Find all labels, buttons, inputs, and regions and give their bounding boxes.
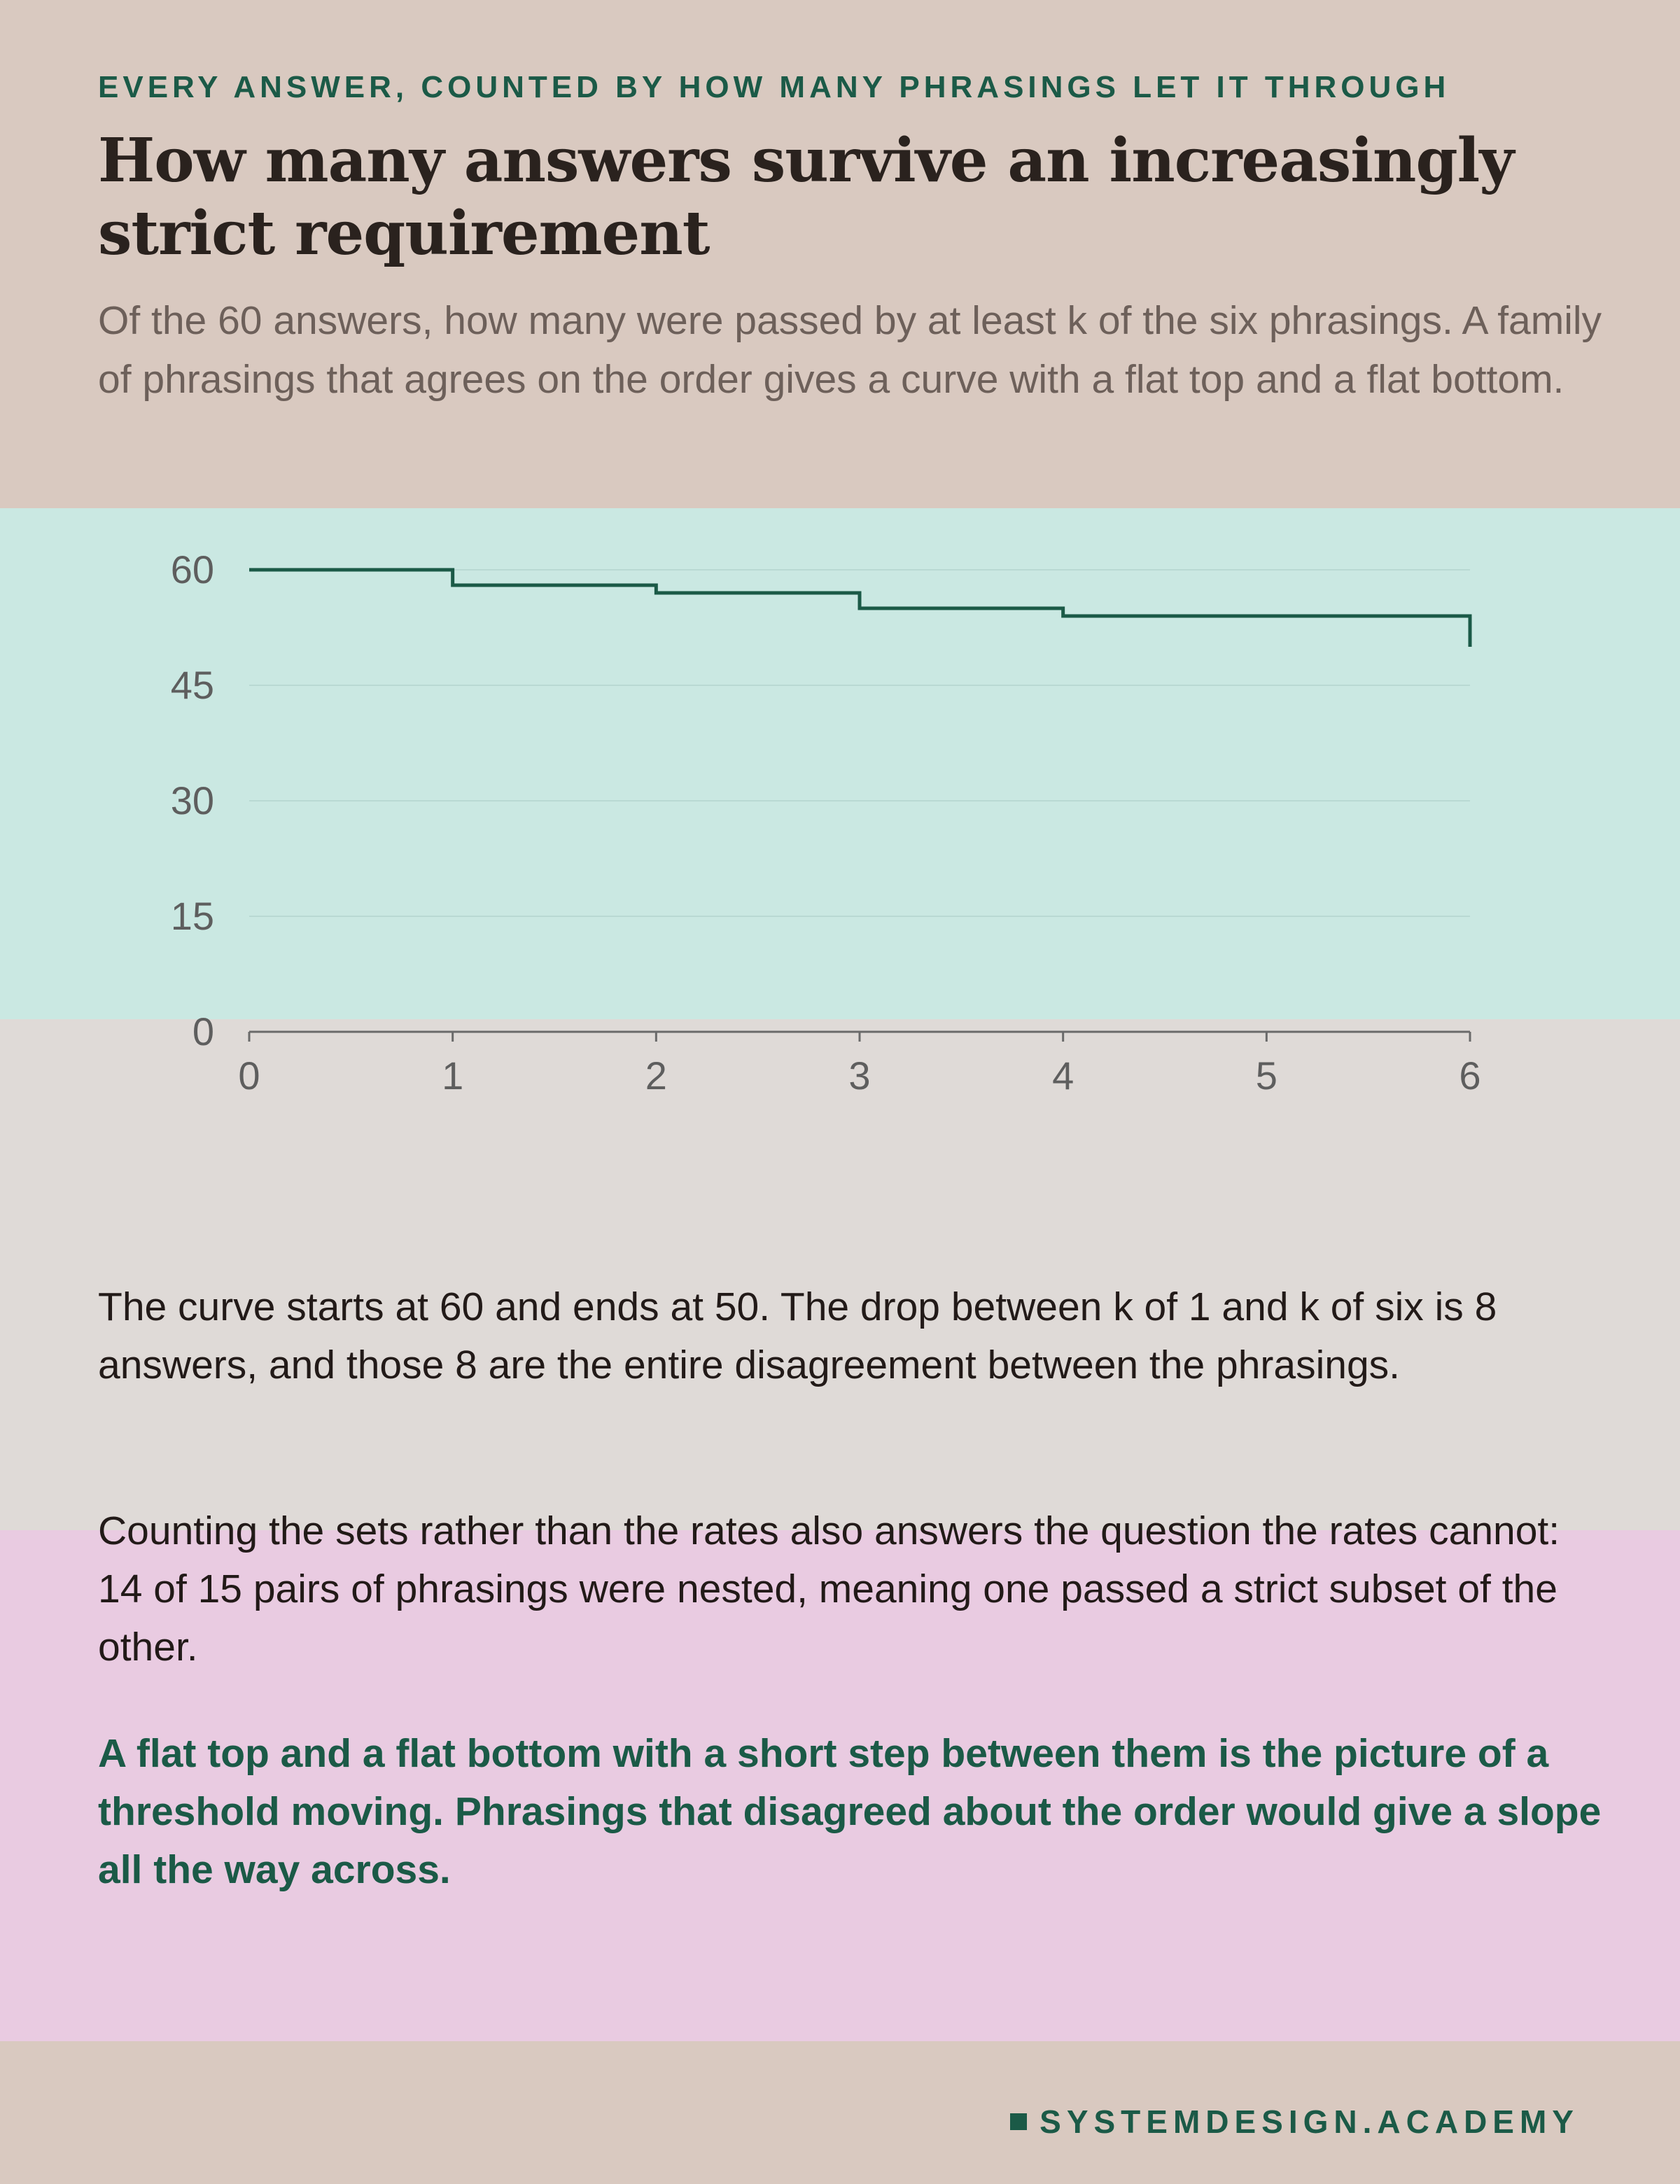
- x-tick-label: 2: [645, 1054, 667, 1098]
- series-line: [249, 570, 1470, 647]
- y-axis-labels: [171, 547, 214, 1054]
- x-tick-label: 0: [238, 1054, 260, 1098]
- series: [249, 570, 1470, 647]
- x-tick-label: 4: [1052, 1054, 1074, 1098]
- x-axis: [249, 1032, 1470, 1042]
- gridlines: [249, 570, 1470, 916]
- paragraph-2: Counting the sets rather than the rates also answers the question the rates cannot: 14 of 15 pairs of phrasings were nested, meaning one passed a strict subset of the other.: [98, 1508, 1560, 1670]
- x-tick-label: 5: [1255, 1054, 1278, 1098]
- conclusion-text: A flat top and a flat bottom with a short step between them is the picture of a threshold moving. Phrasings that disagreed about the order would give a slope all the way across.: [98, 1731, 1602, 1892]
- paragraph-1: The curve starts at 60 and ends at 50. The drop between k of 1 and k of six is 8 answers, and those 8 are the entire disagreement between the phrasings.: [98, 1284, 1497, 1387]
- x-tick-label: 1: [442, 1054, 464, 1098]
- step-chart: [0, 508, 1680, 1138]
- y-tick-label: 60: [170, 547, 214, 592]
- chart-subtitle: Of the 60 answers, how many were passed by at least k of the six phrasings. A family of phrasings that agrees on the order gives a curve with a flat top and a flat bottom.: [98, 298, 1602, 402]
- y-tick-label: 15: [170, 894, 214, 938]
- y-tick-label: 0: [192, 1009, 214, 1054]
- y-tick-label: 30: [170, 778, 214, 822]
- brand-name: SYSTEMDESIGN.ACADEMY: [1040, 2104, 1579, 2140]
- x-tick-label: 3: [848, 1054, 871, 1098]
- y-tick-label: 45: [170, 663, 214, 707]
- eyebrow: EVERY ANSWER, COUNTED BY HOW MANY PHRASINGS LET IT THROUGH: [98, 70, 1450, 104]
- chart-title: How many answers survive an increasingly strict requirement: [98, 125, 1514, 269]
- x-tick-label: 6: [1459, 1054, 1481, 1098]
- square-icon: [1010, 2113, 1027, 2130]
- x-axis-labels: [238, 1054, 1480, 1098]
- brand[interactable]: [1010, 2103, 1579, 2141]
